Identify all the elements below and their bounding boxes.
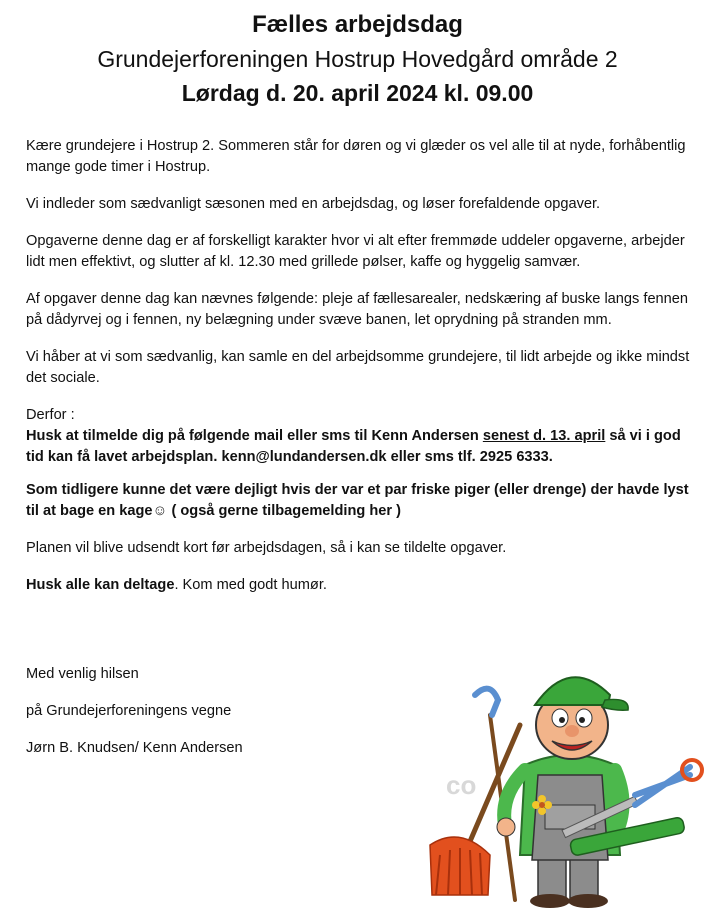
paragraph-cake: Som tidligere kunne det være dejligt hvis der var et par friske piger (eller drenge) der havde lyst til at bage en kage☺ ( også gerne tilbagemelding her ) <box>26 482 689 519</box>
letter-body <box>26 136 696 612</box>
paragraph-season: Vi indleder som sædvanligt sæsonen med en arbejdsdag, og løser forefaldende opgaver. <box>26 196 601 212</box>
document-title: Fælles arbejdsdag <box>252 11 463 38</box>
paragraph-tasks-info: Opgaverne denne dag er af forskelligt karakter hvor vi alt efter fremmøde uddeler opgaverne, arbejder lidt men effektivt, og slutter af kl. 12.30 med grillede pølser, kaffe og hyggelig samvær. <box>26 233 685 270</box>
paragraph-task-list: Af opgaver denne dag kan nævnes følgende: pleje af fællesarealer, nedskæring af buske langs fennen på dådyrvej og i fennen, ny belægning under svæve banen, let oprydning på stranden mm. <box>26 291 689 328</box>
signature-greeting: Med venlig hilsen <box>26 666 139 682</box>
signup-text: Husk at tilmelde dig på følgende mail eller sms til Kenn Andersen <box>26 428 483 444</box>
paragraph-intro: Kære grundejere i Hostrup 2. Sommeren står for døren og vi glæder os vel alle til at nyde, forhåbentlig mange gode timer i Hostrup. <box>26 138 686 175</box>
watermark: co <box>446 770 477 800</box>
signature-on-behalf: på Grundejerforeningens vegne <box>26 703 232 719</box>
derfor-label: Derfor : <box>26 407 75 423</box>
paragraph-hope: Vi håber at vi som sædvanlig, kan samle en del arbejdsomme grundejere, til lidt arbejde og ikke mindst det sociale. <box>26 349 690 386</box>
signature-block <box>26 664 243 775</box>
paragraph-plan: Planen vil blive udsendt kort før arbejdsdagen, så i kan se tildelte opgaver. <box>26 540 507 556</box>
signup-contact: så vi i god tid kan få lavet arbejdsplan. kenn@lundandersen.dk eller sms tlf. 2925 6333. <box>26 428 681 465</box>
gardener-cartoon-icon <box>420 655 710 908</box>
everyone-rest: . Kom med godt humør. <box>174 577 327 593</box>
paragraph-signup <box>26 405 696 468</box>
signup-deadline: senest d. 13. april <box>482 428 606 444</box>
signature-names: Jørn B. Knudsen/ Kenn Andersen <box>26 740 243 756</box>
document-header <box>0 10 715 109</box>
paragraph-everyone <box>26 575 696 596</box>
document-subtitle: Grundejerforeningen Hostrup Hovedgård område 2 <box>97 46 618 72</box>
everyone-bold: Husk alle kan deltage <box>26 577 175 593</box>
event-date: Lørdag d. 20. april 2024 kl. 09.00 <box>181 80 534 106</box>
